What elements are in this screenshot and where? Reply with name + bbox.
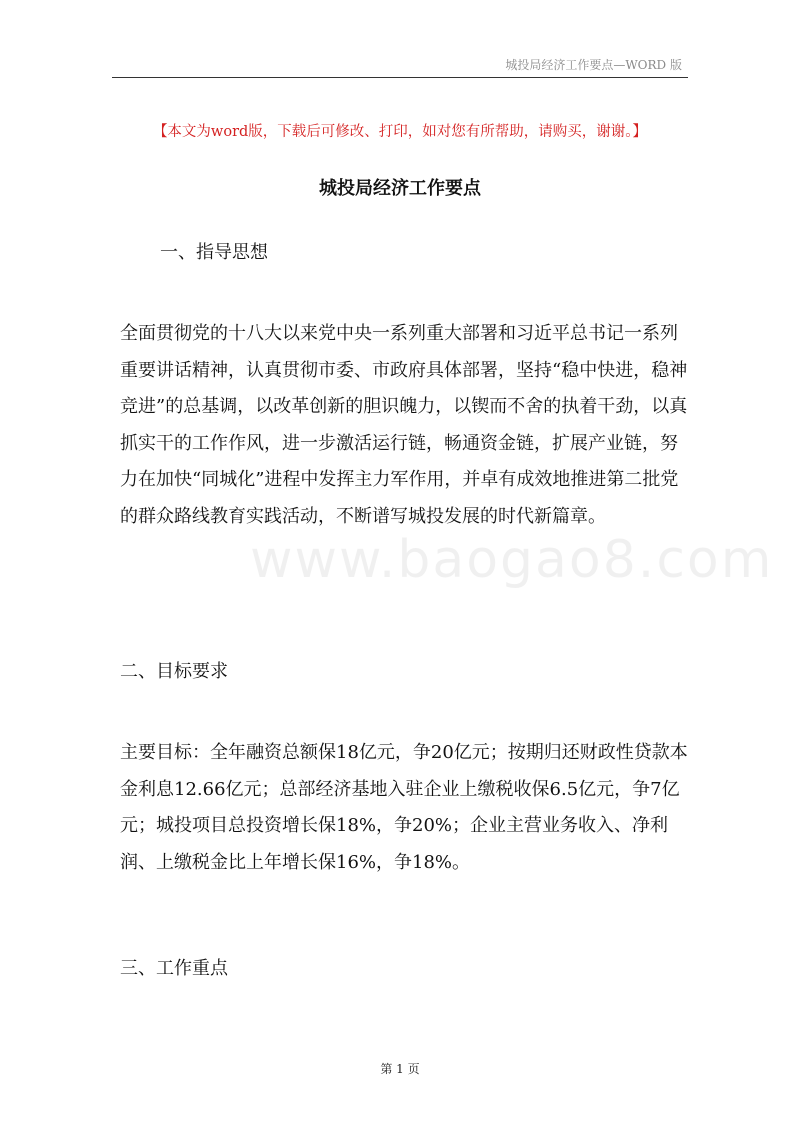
section-heading-guiding-ideology: 一、指导思想 [160, 242, 268, 263]
purchase-notice: 【本文为word版，下载后可修改、打印，如对您有所帮助，请购买，谢谢。】 [152, 124, 648, 140]
page-header: 城投局经济工作要点—WORD 版 [505, 58, 682, 72]
document-title: 城投局经济工作要点 [319, 178, 481, 199]
header-divider [112, 77, 688, 78]
watermark: www.baogao8.com [250, 530, 774, 590]
section-paragraph-targets: 主要目标：全年融资总额保18亿元，争20亿元；按期归还财政性贷款本金利息12.66亿元；总部经济基地入驻企业上缴税收保6.5亿元，争7亿元；城投项目总投资增长保18%，争20%；企业主营业务收入、净利润、上缴税金比上年增长保16%，争18%。 [120, 742, 688, 873]
section-paragraph-guiding-ideology: 全面贯彻党的十八大以来党中央一系列重大部署和习近平总书记一系列重要讲话精神，认真贯彻市委、市政府具体部署，坚持“稳中快进，稳神竞进”的总基调，以改革创新的胆识魄力，以锲而不舍的执着干劲，以真抓实干的工作作风，进一步激活运行链，畅通资金链，扩展产业链，努力在加快“同城化”进程中发挥主力军作用，并卓有成效地推进第二批党的群众路线教育实践活动，不断谱写城投发展的时代新篇章。 [120, 323, 688, 527]
section-heading-work-focus: 三、工作重点 [120, 958, 228, 979]
section-heading-targets: 二、目标要求 [120, 661, 228, 682]
page-number: 第 1 页 [380, 1062, 420, 1076]
